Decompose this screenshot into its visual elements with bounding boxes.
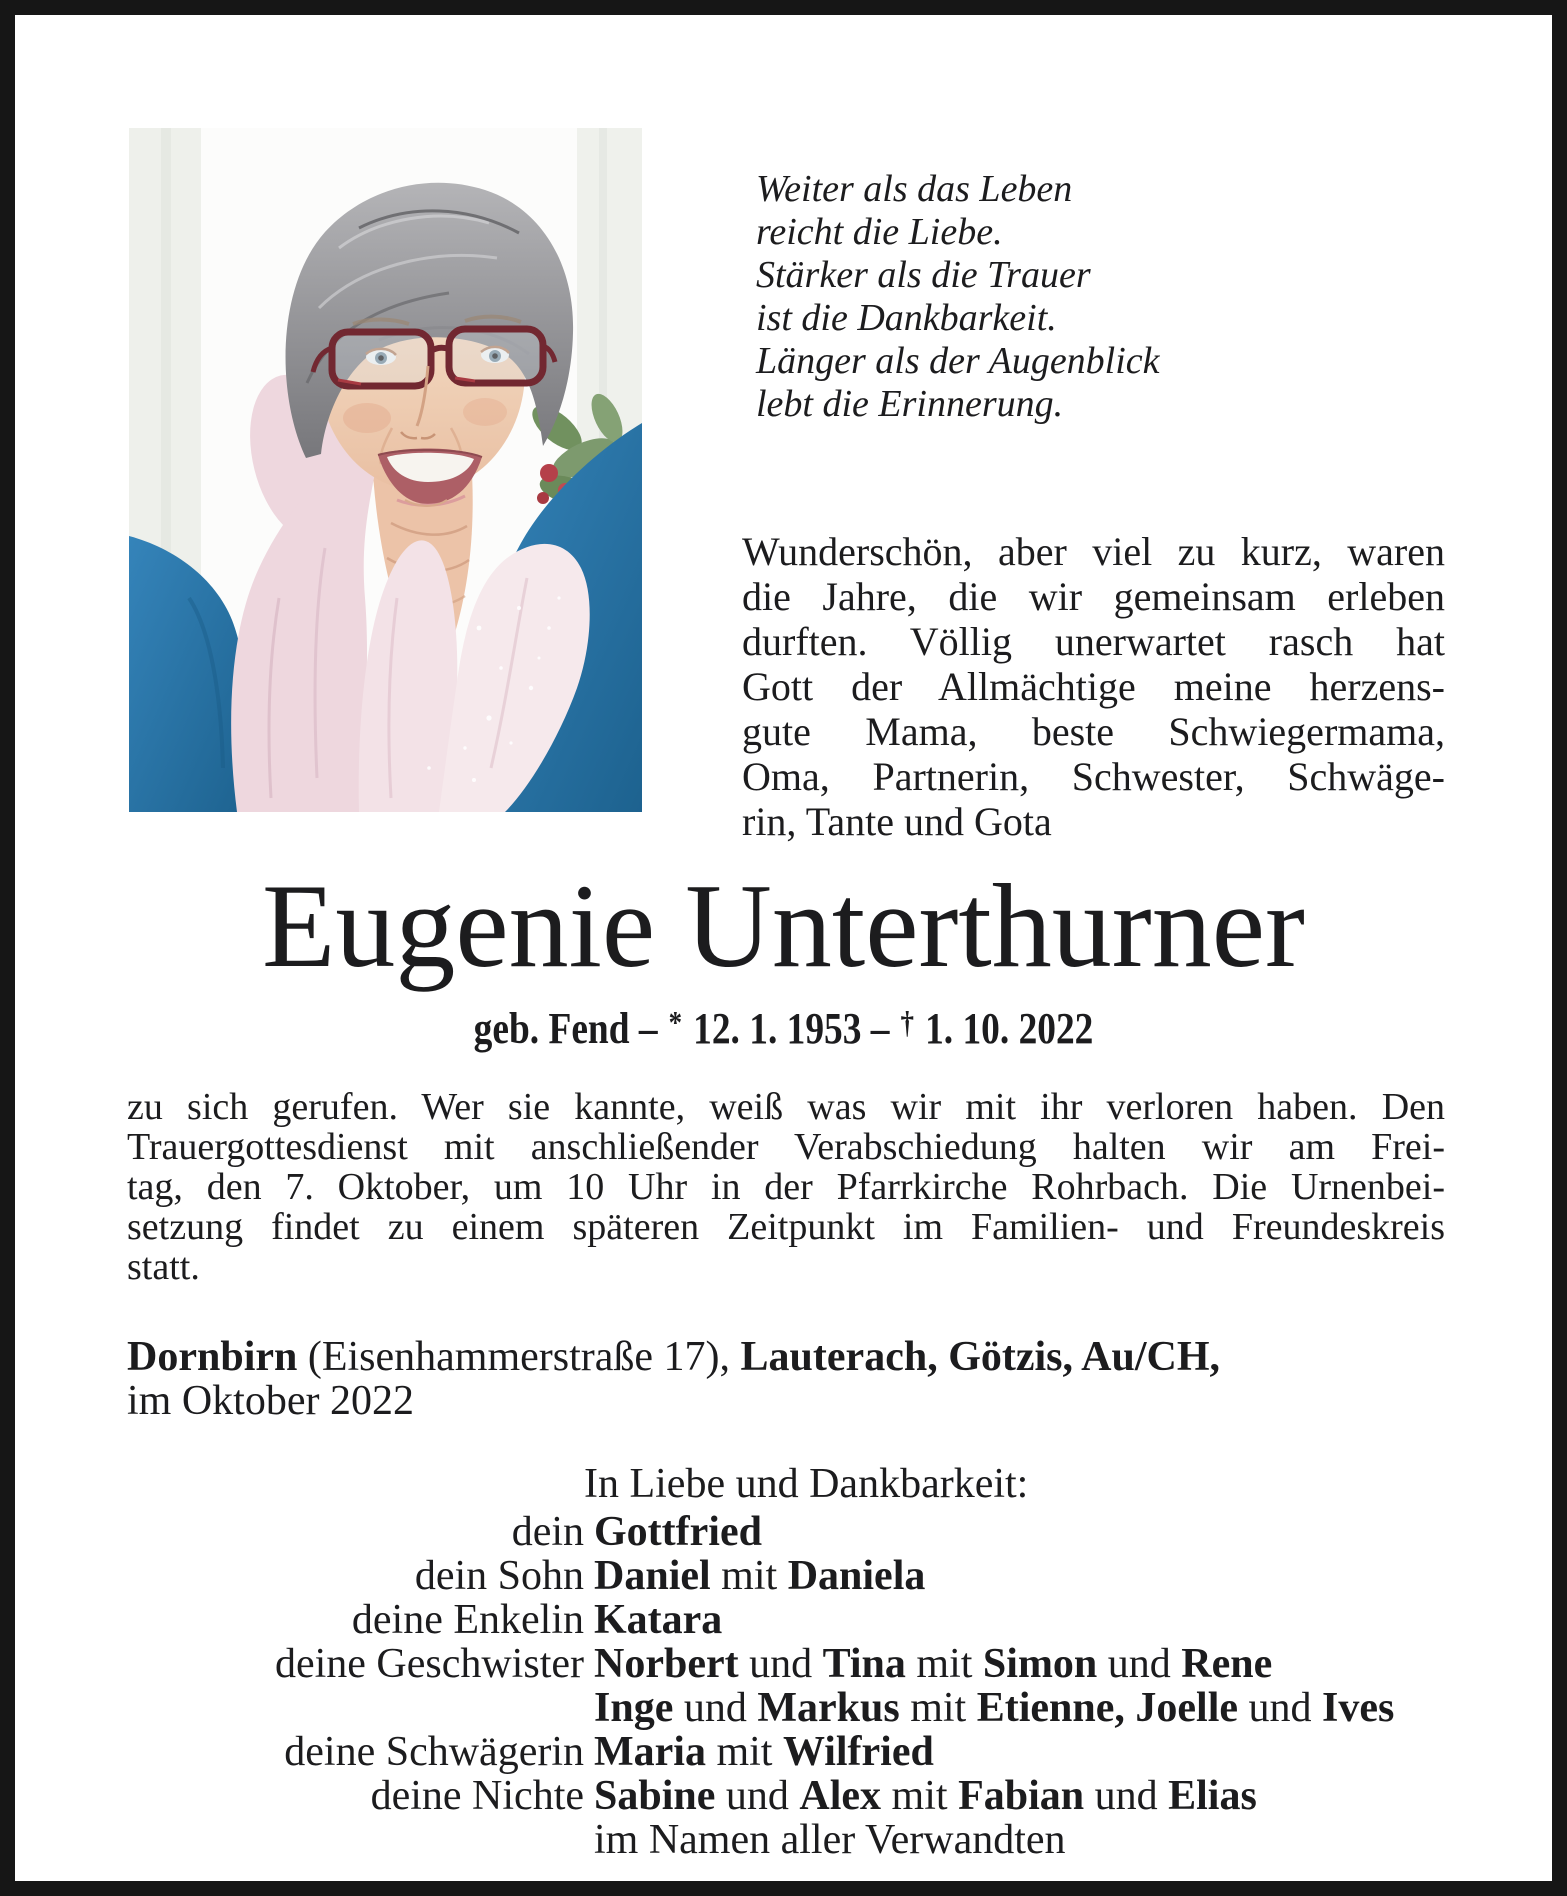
name-bold-segment: Daniel <box>594 1553 711 1599</box>
family-relation-label: dein <box>511 1509 584 1555</box>
name-bold-segment: Alex <box>799 1773 882 1819</box>
month-year-line: im Oktober 2022 <box>127 1378 414 1424</box>
family-row <box>127 1554 1547 1598</box>
funeral-paragraph <box>127 1087 1445 1287</box>
family-row <box>127 1730 1547 1774</box>
name-bold-segment: Tina <box>822 1641 906 1687</box>
family-names <box>594 1598 1547 1642</box>
text-segment: und <box>673 1685 758 1731</box>
memorial-poem <box>756 168 1160 426</box>
portrait-photo <box>129 128 642 812</box>
family-row <box>127 1510 1547 1554</box>
family-names <box>594 1686 1547 1730</box>
name-bold-segment: Rene <box>1181 1641 1273 1687</box>
family-relation-label <box>127 1818 584 1862</box>
family-relation-label: dein Sohn <box>414 1553 584 1599</box>
family-names <box>594 1554 1547 1598</box>
birth-star-symbol: * <box>668 1004 683 1040</box>
name-bold-segment: Markus <box>757 1685 900 1731</box>
text-segment: mit <box>905 1641 983 1687</box>
dates-text: 12. 1. 1953 – <box>683 1004 899 1053</box>
family-list <box>127 1510 1547 1862</box>
name-bold-segment: Maria <box>594 1729 706 1775</box>
poem-line: lebt die Erinnerung. <box>756 383 1064 425</box>
text-segment: mit <box>710 1553 788 1599</box>
text-segment: mit <box>705 1729 783 1775</box>
text-segment: und <box>1238 1685 1323 1731</box>
family-relation-label: deine Geschwister <box>274 1641 584 1687</box>
family-names <box>594 1818 1547 1862</box>
text-segment: und <box>715 1773 800 1819</box>
poem-line: Länger als der Augenblick <box>756 340 1160 382</box>
portrait-photo-graphic <box>129 128 642 812</box>
name-bold-segment: Elias <box>1168 1773 1257 1819</box>
deceased-name: Eugenie Unterthurner <box>262 859 1305 992</box>
text-segment: mit <box>881 1773 959 1819</box>
text-line: gute Mama, beste Schwiegermama, <box>742 709 1445 754</box>
intro-paragraph <box>742 529 1445 844</box>
text-segment: mit <box>899 1685 977 1731</box>
name-bold-segment: Lauterach, Götzis, Au/CH, <box>740 1334 1221 1380</box>
family-row <box>127 1686 1547 1730</box>
name-bold-segment: Inge <box>594 1685 674 1731</box>
family-names <box>594 1774 1547 1818</box>
poem-line: Stärker als die Trauer <box>756 254 1091 296</box>
name-bold-segment: Ives <box>1322 1685 1395 1731</box>
name-bold-segment: Daniela <box>787 1553 926 1599</box>
family-names <box>594 1510 1547 1554</box>
name-bold-segment: Dornbirn <box>127 1334 298 1380</box>
family-relation-label: deine Enkelin <box>351 1597 584 1643</box>
locations-line <box>127 1335 1220 1379</box>
name-bold-segment: Norbert <box>594 1641 739 1687</box>
family-row <box>127 1598 1547 1642</box>
text-segment: (Eisenhammerstraße 17), <box>297 1334 741 1380</box>
poem-line: reicht die Liebe. <box>756 211 1003 253</box>
closing-salutation: In Liebe und Dankbarkeit: <box>584 1461 1029 1507</box>
life-dates <box>0 1006 1567 1056</box>
poem-line: ist die Dankbarkeit. <box>756 297 1057 339</box>
dates-text: geb. Fend – <box>473 1004 667 1053</box>
family-relation-label: deine Nichte <box>370 1773 584 1819</box>
name-bold-segment: Fabian <box>958 1773 1085 1819</box>
text-segment: und <box>1097 1641 1182 1687</box>
text-segment: und <box>1084 1773 1169 1819</box>
text-line: die Jahre, die wir gemeinsam erleben <box>742 574 1445 619</box>
text-line: setzung findet zu einem späteren Zeitpunkt im Familien- und Freundeskreis <box>127 1206 1445 1248</box>
text-segment: und <box>738 1641 823 1687</box>
name-bold-segment: Sabine <box>594 1773 716 1819</box>
family-row <box>127 1774 1547 1818</box>
text-line: tag, den 7. Oktober, um 10 Uhr in der Pfarrkirche Rohrbach. Die Urnenbei- <box>127 1166 1445 1208</box>
family-relation-label <box>127 1686 584 1730</box>
name-bold-segment: Simon <box>982 1641 1098 1687</box>
name-bold-segment: Katara <box>594 1597 723 1643</box>
text-line: statt. <box>127 1246 200 1288</box>
dates-text: 1. 10. 2022 <box>915 1004 1094 1053</box>
text-line: Trauergottesdienst mit anschließender Verabschiedung halten wir am Frei- <box>127 1126 1445 1168</box>
text-line: Oma, Partnerin, Schwester, Schwäge- <box>742 754 1445 799</box>
text-segment: im Namen aller Verwandten <box>594 1817 1066 1863</box>
family-relation-label: deine Schwägerin <box>284 1729 584 1775</box>
poem-line: Weiter als das Leben <box>756 168 1073 210</box>
family-row <box>127 1818 1547 1862</box>
text-line: zu sich gerufen. Wer sie kannte, weiß was wir mit ihr verloren haben. Den <box>127 1086 1445 1128</box>
life-dates-text <box>474 1006 1094 1056</box>
family-row <box>127 1642 1547 1686</box>
family-names <box>594 1730 1547 1774</box>
family-names <box>594 1642 1547 1686</box>
text-line: Gott der Allmächtige meine herzens- <box>742 664 1445 709</box>
name-bold-segment: Etienne, Joelle <box>976 1685 1239 1731</box>
name-bold-segment: Wilfried <box>782 1729 934 1775</box>
text-line: durften. Völlig unerwartet rasch hat <box>742 619 1445 664</box>
text-line: Wunderschön, aber viel zu kurz, waren <box>742 529 1445 574</box>
text-line: rin, Tante und Gota <box>742 799 1052 844</box>
death-cross-symbol: † <box>900 1004 914 1040</box>
name-bold-segment: Gottfried <box>594 1509 762 1555</box>
locations-block <box>127 1335 1220 1423</box>
